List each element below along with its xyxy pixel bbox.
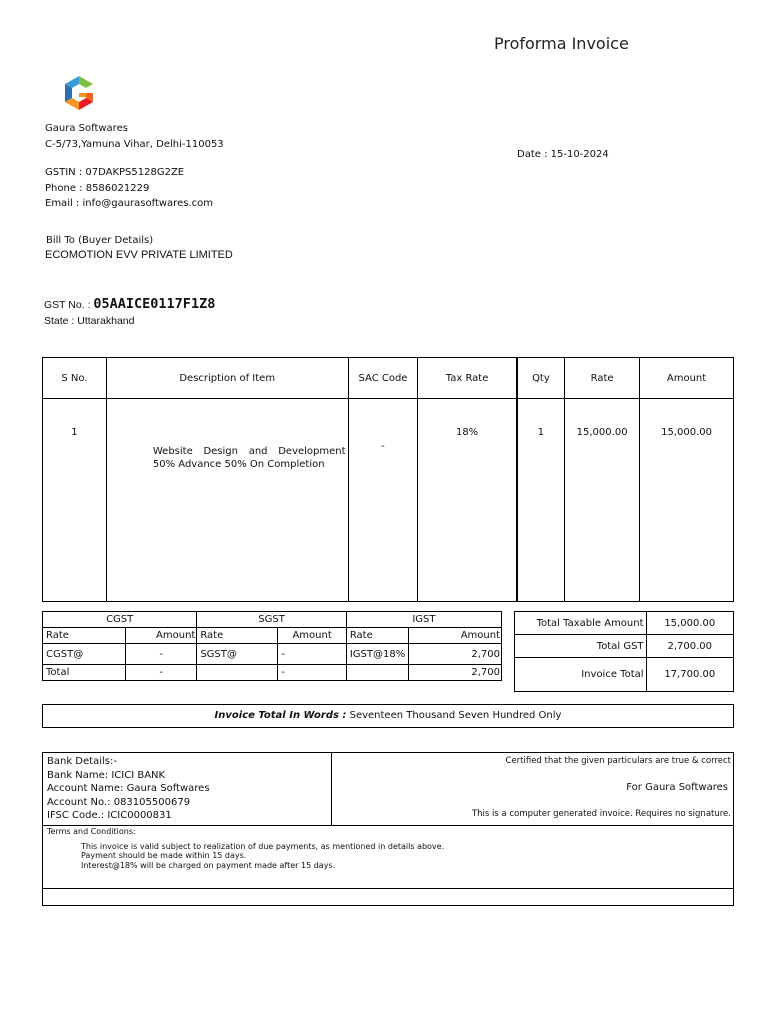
certification-text: Certified that the given particulars are true & correct [505, 756, 731, 766]
taxable-value: 15,000.00 [646, 612, 733, 635]
item-qty: 1 [517, 399, 565, 602]
sgst-total: - [278, 665, 346, 681]
tax-total-row [43, 665, 502, 681]
header-description: Description of Item [106, 358, 348, 399]
igst-amount: 2,700 [409, 644, 502, 665]
bank-and-terms-table [42, 752, 734, 906]
total-gst-label: Total GST [515, 635, 647, 658]
terms-line: Interest@18% will be charged on payment made after 15 days. [81, 860, 336, 870]
seller-gstin: GSTIN : 07DAKPS5128G2ZE [45, 167, 185, 178]
igst-rate: IGST@18% [346, 644, 408, 665]
total-gst-value: 2,700.00 [646, 635, 733, 658]
header-rate: Rate [565, 358, 640, 399]
item-rate: 15,000.00 [565, 399, 640, 602]
blank-row [43, 888, 734, 905]
terms-line: This invoice is valid subject to realization of due payments, as mentioned in details above. [81, 841, 445, 851]
account-name: Account Name: Gaura Softwares [47, 783, 210, 794]
cgst-amount-header: Amount [126, 628, 197, 644]
seller-name: Gaura Softwares [45, 123, 128, 134]
sgst-amount-header: Amount [278, 628, 346, 644]
buyer-name: ECOMOTION EVV PRIVATE LIMITED [45, 249, 233, 261]
gst-row [515, 635, 734, 658]
document-title: Proforma Invoice [494, 34, 629, 53]
taxable-label: Total Taxable Amount [515, 612, 647, 635]
tax-breakup-table [42, 611, 502, 681]
item-sac: - [348, 399, 418, 602]
tax-total-label: Total [43, 665, 126, 681]
items-table [42, 357, 734, 602]
items-header-row [43, 358, 734, 399]
header-sno: S No. [43, 358, 107, 399]
seller-details [45, 121, 224, 212]
for-company: For Gaura Softwares [626, 782, 728, 793]
sgst-header: SGST [197, 612, 346, 628]
invoice-date: Date : 15-10-2024 [517, 149, 609, 160]
header-tax-rate: Tax Rate [418, 358, 517, 399]
seller-phone: Phone : 8586021229 [45, 182, 150, 194]
sgst-amount: - [278, 644, 346, 665]
table-row [43, 399, 734, 602]
bank-details [43, 753, 332, 826]
terms-list [81, 842, 729, 871]
account-number: Account No.: 083105500679 [47, 796, 191, 808]
cgst-rate-header: Rate [43, 628, 126, 644]
igst-total: 2,700 [409, 665, 502, 681]
bill-to-label: Bill To (Buyer Details) [46, 235, 154, 246]
item-description: Website Design and Development 50% Advance 50% On Completion [106, 399, 348, 602]
igst-header: IGST [346, 612, 501, 628]
company-logo-icon [60, 74, 98, 112]
terms-heading: Terms and Conditions: [47, 826, 136, 836]
terms-line: Payment should be made within 15 days. [81, 851, 247, 860]
header-amount: Amount [640, 358, 734, 399]
igst-rate-header: Rate [346, 628, 408, 644]
invoice-total-value: 17,700.00 [646, 658, 733, 692]
bank-name: Bank Name: ICICI BANK [47, 769, 166, 781]
cgst-header: CGST [43, 612, 197, 628]
cgst-amount: - [126, 644, 197, 665]
buyer-gst [44, 296, 215, 312]
totals-table [514, 611, 734, 692]
taxable-row [515, 612, 734, 635]
terms-row [43, 825, 734, 888]
tax-group-row [43, 612, 502, 628]
item-sno: 1 [43, 399, 107, 602]
item-amount: 15,000.00 [640, 399, 734, 602]
sgst-rate: SGST@ [197, 644, 278, 665]
buyer-gst-value: 05AAICE0117F1Z8 [93, 296, 216, 312]
total-in-words [42, 704, 734, 728]
item-tax-rate: 18% [418, 399, 517, 602]
bank-row [43, 753, 734, 826]
tax-values-row [43, 644, 502, 665]
total-in-words-label: Invoice Total In Words : [214, 710, 347, 721]
buyer-state: State : Uttarakhand [44, 315, 135, 327]
certification-block [332, 753, 734, 826]
header-sac: SAC Code [348, 358, 418, 399]
invoice-total-label: Invoice Total [515, 658, 647, 692]
seller-address: C-5/73,Yamuna Vihar, Delhi-110053 [45, 138, 224, 150]
sgst-rate-header: Rate [197, 628, 278, 644]
igst-amount-header: Amount [409, 628, 502, 644]
tax-subheader-row [43, 628, 502, 644]
ifsc-code: IFSC Code.: ICIC0000831 [47, 810, 172, 821]
header-qty: Qty [517, 358, 565, 399]
buyer-gst-label: GST No. : [44, 299, 94, 311]
cgst-rate: CGST@ [43, 644, 126, 665]
terms-and-conditions [43, 825, 734, 888]
invoice-total-row [515, 658, 734, 692]
seller-email: Email : info@gaurasoftwares.com [45, 198, 213, 209]
cgst-total: - [126, 665, 197, 681]
computer-generated-note: This is a computer generated invoice. Requires no signature. [471, 809, 731, 819]
total-in-words-value: Seventeen Thousand Seven Hundred Only [346, 710, 562, 721]
bank-heading: Bank Details:- [47, 756, 117, 767]
